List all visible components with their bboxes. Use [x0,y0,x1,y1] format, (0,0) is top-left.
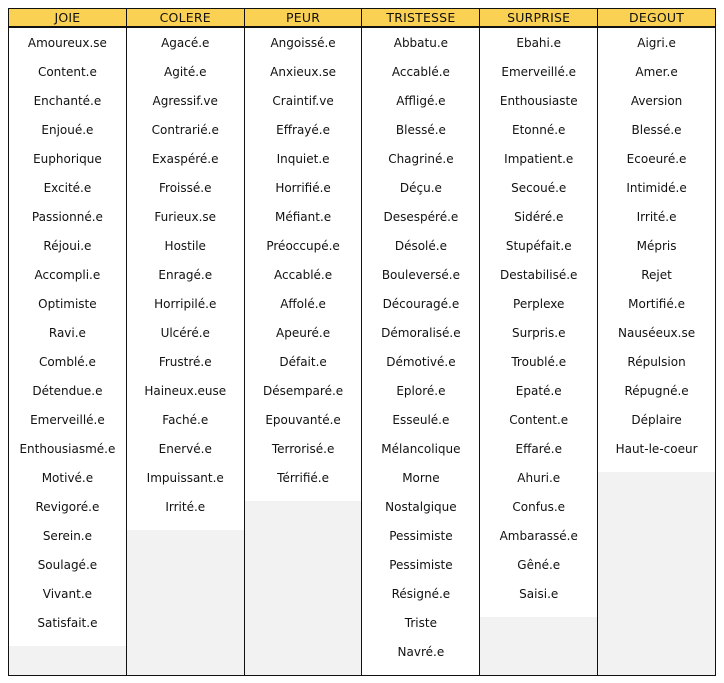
word-cell: Mortifié.e [628,296,685,311]
word-cell: Ulcéré.e [160,325,210,340]
word-cell: Sidéré.e [514,209,564,224]
word-cell: Accablé.e [274,267,333,282]
word-cell: Déplaire [631,412,682,427]
column-peur [244,28,362,675]
word-cell: Pessimiste [389,528,453,543]
word-cell: Morne [402,470,440,485]
word-cell: Intimidé.e [626,180,687,195]
word-cell: Affolé.e [280,296,326,311]
word-cell: Répulsion [627,354,686,369]
word-cell: Désemparé.e [262,383,344,398]
word-cell: Enchanté.e [33,93,102,108]
word-cell: Furieux.se [154,209,217,224]
word-cell: Abbatu.e [393,35,449,50]
word-cell: Impuissant.e [146,470,224,485]
word-cell: Préoccupé.e [266,238,340,253]
column-colere [126,28,244,675]
word-cell: Blessé.e [631,122,682,137]
word-cell: Gêné.e [517,557,561,572]
word-cell: Désolé.e [394,238,447,253]
word-cell: Horripilé.e [154,296,217,311]
word-cell: Frustré.e [158,354,212,369]
column-surprise [479,28,597,675]
word-cell: Secoué.e [511,180,567,195]
word-cell: Inquiet.e [276,151,330,166]
word-cell: Surpris.e [511,325,566,340]
column-joie [9,28,126,675]
word-cell: Amoureux.se [27,35,107,50]
word-cell: Détendue.e [32,383,103,398]
word-cell: Irrité.e [636,209,677,224]
word-cell: Blessé.e [395,122,446,137]
word-cell: Ebahi.e [516,35,562,50]
word-cell: Démoralisé.e [381,325,461,340]
word-cell: Satisfait.e [37,615,98,630]
word-cell: Faché.e [162,412,209,427]
word-cell: Epaté.e [515,383,562,398]
word-cell: Triste [404,615,437,630]
word-cell: Haut-le-coeur [615,441,698,456]
word-cell: Eploré.e [396,383,446,398]
word-cell: Content.e [37,64,97,79]
word-cell: Excité.e [43,180,92,195]
word-cell: Stupéfait.e [505,238,572,253]
word-cell: Enervé.e [158,441,212,456]
column-peur-words [245,28,362,501]
word-cell: Répugné.e [624,383,689,398]
header-tristesse: TRISTESSE [361,9,479,26]
word-cell: Nauséeux.se [618,325,696,340]
column-surprise-words [480,28,597,617]
word-cell: Serein.e [42,528,93,543]
column-colere-words [127,28,244,530]
word-cell: Navré.e [397,644,445,659]
word-cell: Motivé.e [41,470,94,485]
word-cell: Démotivé.e [386,354,456,369]
word-cell: Effaré.e [515,441,562,456]
word-cell: Exaspéré.e [151,151,219,166]
word-cell: Rejet [641,267,672,282]
word-cell: Desespéré.e [383,209,459,224]
word-cell: Epouvanté.e [265,412,341,427]
word-cell: Angoissé.e [270,35,336,50]
header-row [9,9,715,28]
word-cell: Ambarassé.e [499,528,578,543]
word-cell: Méfiant.e [274,209,332,224]
word-cell: Déçu.e [399,180,442,195]
header-degout: DEGOUT [597,9,715,26]
word-cell: Enjoué.e [41,122,94,137]
word-cell: Perplexe [513,296,565,311]
word-cell: Horrifié.e [275,180,331,195]
word-cell: Térrifié.e [277,470,329,485]
word-cell: Enragé.e [158,267,213,282]
word-cell: Comblé.e [38,354,96,369]
word-cell: Euphorique [33,151,102,166]
header-peur: PEUR [244,9,362,26]
column-degout [597,28,715,675]
word-cell: Réjoui.e [43,238,92,253]
word-cell: Aigri.e [637,35,676,50]
word-cell: Découragé.e [382,296,460,311]
word-cell: Troublé.e [511,354,567,369]
word-cell: Enthousiaste [499,93,578,108]
word-cell: Enthousiasmé.e [19,441,116,456]
word-cell: Agressif.ve [152,93,218,108]
column-joie-words [9,28,126,646]
word-cell: Emerveillé.e [30,412,105,427]
word-cell: Agité.e [164,64,207,79]
column-tristesse-words [362,28,479,675]
word-cell: Aversion [630,93,683,108]
word-cell: Emerveillé.e [501,64,577,79]
word-cell: Hostile [164,238,206,253]
word-cell: Passionné.e [31,209,103,224]
word-cell: Bouleversé.e [381,267,460,282]
header-colere: COLERE [126,9,244,26]
word-cell: Craintif.ve [272,93,334,108]
word-cell: Impatient.e [504,151,574,166]
word-cell: Confus.e [512,499,566,514]
word-cell: Nostalgique [385,499,457,514]
word-cell: Effrayé.e [276,122,330,137]
header-surprise: SURPRISE [479,9,597,26]
column-tristesse [361,28,479,675]
word-cell: Revigoré.e [35,499,100,514]
word-cell: Ahuri.e [517,470,561,485]
word-cell: Etonné.e [512,122,566,137]
word-cell: Saisi.e [519,586,559,601]
word-cell: Mépris [636,238,677,253]
word-cell: Chagriné.e [388,151,454,166]
word-cell: Soulagé.e [37,557,98,572]
word-cell: Mélancolique [381,441,461,456]
word-cell: Apeuré.e [276,325,331,340]
word-cell: Pessimiste [389,557,453,572]
word-cell: Ecoeuré.e [626,151,687,166]
column-degout-words [598,28,715,472]
header-joie: JOIE [54,10,81,25]
word-cell: Anxieux.se [270,64,336,79]
word-cell: Irrité.e [165,499,206,514]
word-cell: Haineux.euse [144,383,227,398]
word-cell: Content.e [509,412,569,427]
word-cell: Accompli.e [34,267,101,282]
word-cell: Vivant.e [42,586,93,601]
word-cell: Agacé.e [161,35,210,50]
word-cell: Esseulé.e [392,412,450,427]
word-cell: Terrorisé.e [271,441,335,456]
word-cell: Défait.e [279,354,327,369]
word-cell: Optimiste [38,296,97,311]
word-cell: Accablé.e [391,64,450,79]
word-cell: Ravi.e [48,325,86,340]
word-cell: Froissé.e [159,180,212,195]
columns-body [9,28,715,675]
word-cell: Amer.e [635,64,678,79]
word-cell: Résigné.e [391,586,451,601]
emotions-table [8,8,716,676]
word-cell: Contrarié.e [151,122,219,137]
word-cell: Affligé.e [396,93,446,108]
word-cell: Destabilisé.e [500,267,578,282]
